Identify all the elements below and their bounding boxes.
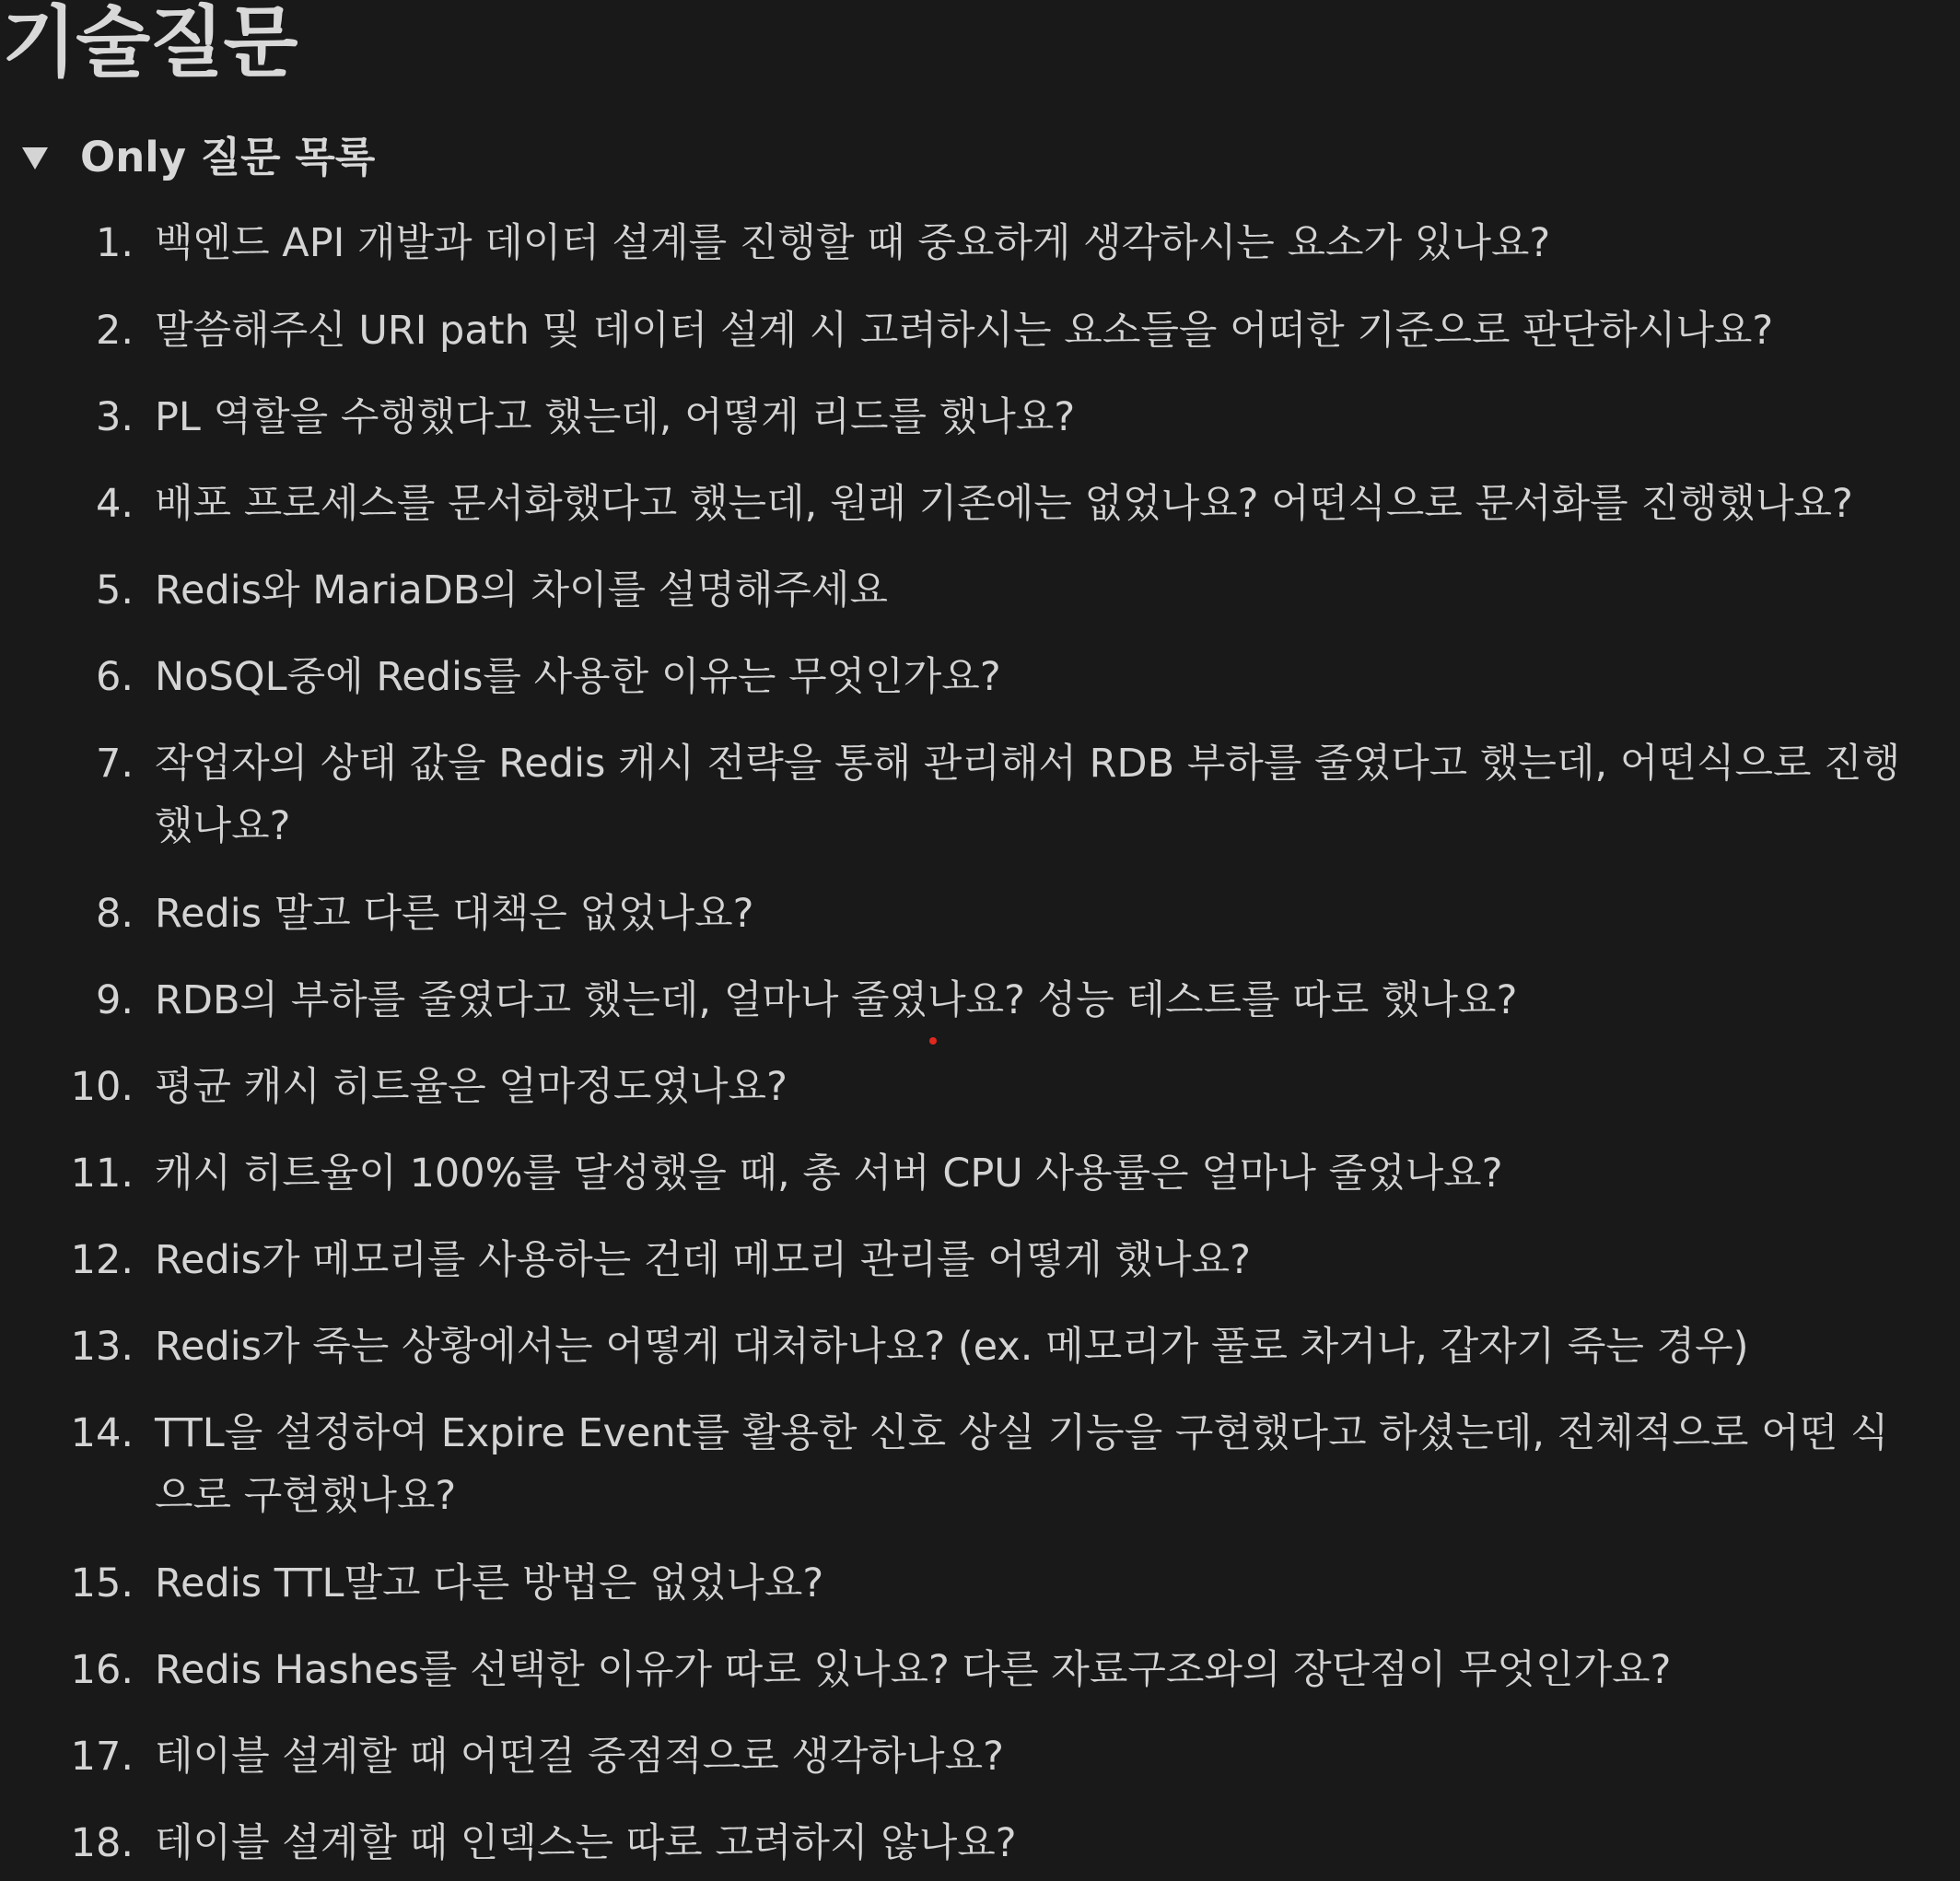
question-item-1 bbox=[0, 212, 1960, 275]
question-text[interactable]: 평균 캐시 히트율은 얼마정도였나요? bbox=[155, 1064, 788, 1110]
question-number: 2. bbox=[95, 308, 134, 354]
question-item-13 bbox=[0, 1315, 1960, 1378]
question-text[interactable]: 배포 프로세스를 문서화했다고 했는데, 원래 기존에는 없었나요? 어떤식으로 문서화를 진행했나요? bbox=[155, 481, 1853, 527]
question-item-10 bbox=[0, 1056, 1960, 1118]
question-number: 4. bbox=[95, 481, 134, 527]
question-item-15 bbox=[0, 1552, 1960, 1615]
question-number: 7. bbox=[95, 741, 134, 787]
question-text[interactable]: 백엔드 API 개발과 데이터 설계를 진행할 때 중요하게 생각하시는 요소가 있나요? bbox=[155, 220, 1551, 266]
question-text[interactable]: Redis가 메모리를 사용하는 건데 메모리 관리를 어떻게 했나요? bbox=[155, 1237, 1251, 1283]
question-item-16 bbox=[0, 1639, 1960, 1701]
question-number: 8. bbox=[95, 891, 134, 937]
question-number: 9. bbox=[95, 977, 134, 1023]
question-text[interactable]: RDB의 부하를 줄였다고 했는데, 얼마나 줄였나요? 성능 테스트를 따로 했나요? bbox=[155, 977, 1518, 1023]
question-number: 11. bbox=[70, 1151, 134, 1197]
question-text[interactable]: 테이블 설계할 때 어떤걸 중점적으로 생각하나요? bbox=[155, 1734, 1004, 1780]
question-item-9 bbox=[0, 969, 1960, 1032]
question-text[interactable]: PL 역할을 수행했다고 했는데, 어떻게 리드를 했나요? bbox=[155, 394, 1076, 440]
question-item-8 bbox=[0, 882, 1960, 945]
question-text[interactable]: 말씀해주신 URI path 및 데이터 설계 시 고려하시는 요소들을 어떠한 기준으로 판단하시나요? bbox=[155, 308, 1774, 354]
question-number: 6. bbox=[95, 654, 134, 700]
pointer-dot bbox=[929, 1037, 937, 1045]
question-text[interactable]: Redis Hashes를 선택한 이유가 따로 있나요? 다른 자료구조와의 장단점이 무엇인가요? bbox=[155, 1647, 1672, 1693]
question-number: 13. bbox=[70, 1324, 134, 1370]
question-text[interactable]: Redis가 죽는 상황에서는 어떻게 대처하나요? (ex. 메모리가 풀로 차거나, 갑자기 죽는 경우) bbox=[155, 1324, 1749, 1370]
question-item-7 bbox=[0, 732, 1960, 858]
question-text[interactable]: 캐시 히트율이 100%를 달성했을 때, 총 서버 CPU 사용률은 얼마나 줄었나요? bbox=[155, 1151, 1503, 1197]
question-text[interactable]: Redis 말고 다른 대책은 없었나요? bbox=[155, 891, 754, 937]
question-number: 5. bbox=[95, 567, 134, 613]
question-text[interactable]: 테이블 설계할 때 인덱스는 따로 고려하지 않나요? bbox=[155, 1820, 1017, 1866]
question-text[interactable]: Redis TTL말고 다른 방법은 없었나요? bbox=[155, 1560, 824, 1606]
question-text[interactable]: 작업자의 상태 값을 Redis 캐시 전략을 통해 관리해서 RDB 부하를 줄였다고 했는데, 어떤식으로 진행했나요? bbox=[155, 741, 1901, 849]
toggle-title[interactable]: Only 질문 목록 bbox=[80, 133, 376, 181]
question-number: 12. bbox=[70, 1237, 134, 1283]
page-title: 기술질문 bbox=[2, 0, 298, 88]
question-item-2 bbox=[0, 299, 1960, 362]
question-number: 3. bbox=[95, 394, 134, 440]
question-item-18 bbox=[0, 1812, 1960, 1875]
question-item-14 bbox=[0, 1402, 1960, 1527]
question-text[interactable]: NoSQL중에 Redis를 사용한 이유는 무엇인가요? bbox=[155, 654, 1001, 700]
question-item-17 bbox=[0, 1725, 1960, 1788]
question-number: 17. bbox=[70, 1734, 134, 1780]
question-number: 10. bbox=[70, 1064, 134, 1110]
question-number: 15. bbox=[70, 1560, 134, 1606]
question-item-12 bbox=[0, 1229, 1960, 1291]
question-item-4 bbox=[0, 473, 1960, 535]
question-number: 16. bbox=[70, 1647, 134, 1693]
question-text[interactable]: Redis와 MariaDB의 차이를 설명해주세요 bbox=[155, 567, 889, 613]
question-number: 1. bbox=[95, 220, 134, 266]
question-item-3 bbox=[0, 386, 1960, 449]
question-text[interactable]: TTL을 설정하여 Expire Event를 활용한 신호 상실 기능을 구현했다고 하셨는데, 전체적으로 어떤 식으로 구현했나요? bbox=[155, 1410, 1889, 1519]
question-item-5 bbox=[0, 559, 1960, 622]
question-item-6 bbox=[0, 646, 1960, 708]
question-number: 18. bbox=[70, 1820, 134, 1866]
question-number: 14. bbox=[70, 1410, 134, 1456]
question-item-11 bbox=[0, 1142, 1960, 1205]
